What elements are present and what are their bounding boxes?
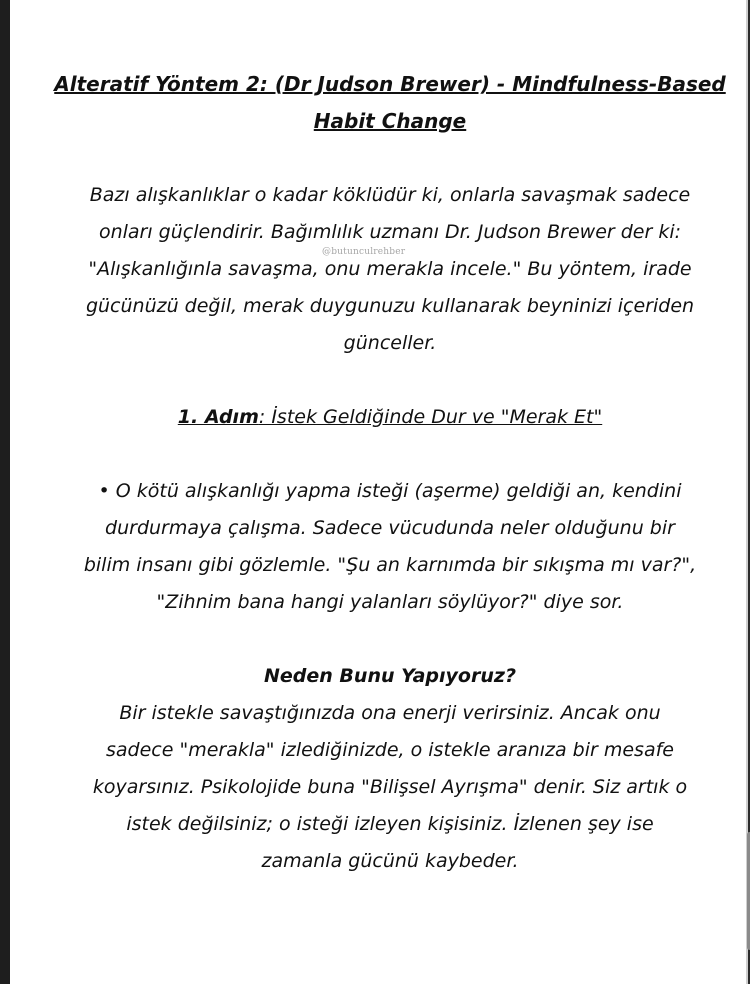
title-line-1: Alteratif Yöntem 2: (Dr Judson Brewer) - Mindfulness-Based: [54, 72, 726, 96]
intro-line: "Alışkanlığınla savaşma, onu merakla incele." Bu yöntem, irade: [88, 258, 692, 280]
document-content: [50, 66, 730, 880]
step-1-heading: [50, 399, 730, 436]
step-1-text: : İstek Geldiğinde Dur ve "Merak Et": [258, 406, 603, 428]
bullet-line: "Zihnim bana hangi yalanları söylüyor?" diye sor.: [156, 591, 624, 613]
why-line: istek değilsiniz; o isteği izleyen kişisiniz. İzlenen şey ise: [126, 813, 654, 835]
spacer: [50, 140, 730, 177]
why-line: Bir istekle savaştığınızda ona enerji verirsiniz. Ancak onu: [119, 702, 661, 724]
intro-line: onları güçlendirir. Bağımlılık uzmanı Dr. Judson Brewer der ki:: [98, 221, 682, 243]
bullet-line: bilim insanı gibi gözlemle. "Şu an karnımda bir sıkışma mı var?",: [83, 554, 697, 576]
window-left-edge: [0, 0, 10, 984]
intro-line: Bazı alışkanlıklar o kadar köklüdür ki, onlarla savaşmak sadece: [89, 184, 691, 206]
why-heading: Neden Bunu Yapıyoruz?: [264, 665, 516, 687]
bullet-line: durdurmaya çalışma. Sadece vücudunda neler olduğunu bir: [105, 517, 675, 539]
spacer: [50, 362, 730, 399]
intro-line: günceller.: [343, 332, 437, 354]
step-1-label: 1. Adım: [177, 406, 259, 428]
why-line: sadece "merakla" izlediğinizde, o istekle aranıza bir mesafe: [106, 739, 674, 761]
document-title: [50, 66, 730, 140]
intro-line: gücünüzü değil, merak duygunuzu kullanarak beyninizi içeriden: [85, 295, 695, 317]
spacer: [50, 436, 730, 473]
why-line: zamanla gücünü kaybeder.: [261, 850, 519, 872]
intro-paragraph: [50, 177, 730, 362]
why-line: koyarsınız. Psikolojide buna "Bilişsel Ayrışma" denir. Siz artık o: [92, 776, 688, 798]
bullet-line: • O kötü alışkanlığı yapma isteği (aşerme) geldiği an, kendini: [98, 480, 682, 502]
why-paragraph: [50, 695, 730, 880]
document-page: [10, 0, 748, 984]
bullet-paragraph: [50, 473, 730, 621]
watermark: @butunculrehber: [322, 247, 406, 257]
spacer: [50, 621, 730, 658]
title-line-2: Habit Change: [313, 109, 467, 133]
